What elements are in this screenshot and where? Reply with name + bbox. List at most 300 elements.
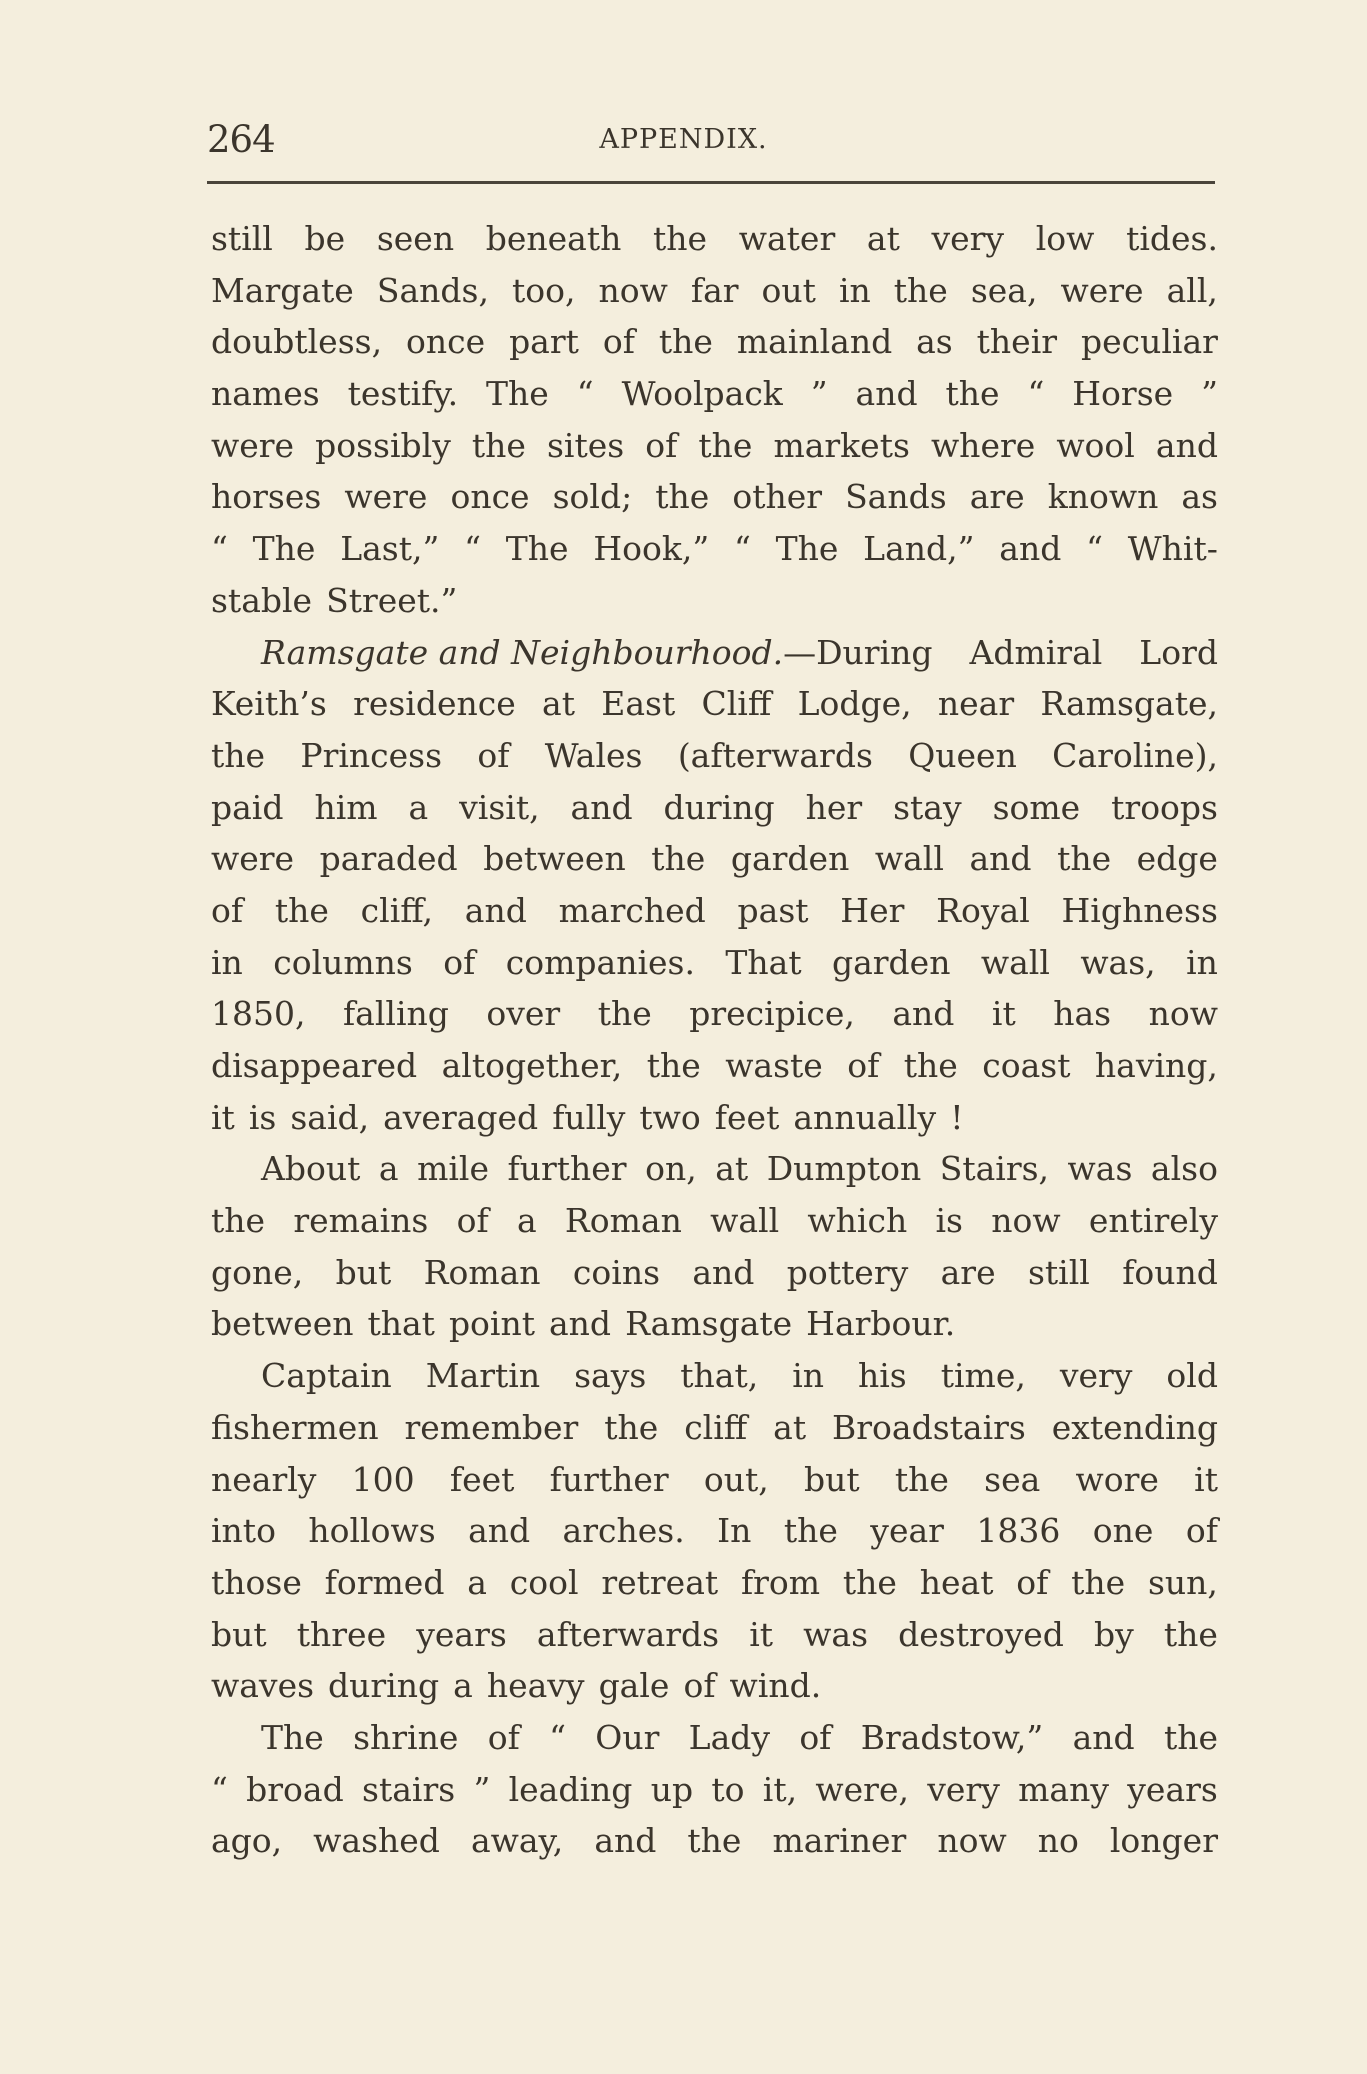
word: the — [945, 374, 1000, 414]
text-line — [211, 1557, 1218, 1609]
word: mariner — [772, 1821, 907, 1861]
word: sites — [546, 425, 625, 465]
word: Wales — [544, 735, 643, 775]
word: her — [805, 787, 863, 827]
word: that, — [680, 1356, 759, 1396]
word: hollows — [308, 1511, 436, 1551]
word: “ — [1027, 374, 1045, 414]
word: very — [927, 1769, 1000, 1809]
word: a — [453, 1666, 473, 1706]
text-line — [211, 885, 1218, 937]
word: very — [1059, 1356, 1133, 1396]
text-line — [211, 316, 1218, 368]
word: Land,” — [863, 529, 975, 569]
word: wind. — [729, 1666, 822, 1706]
word: now — [991, 1201, 1061, 1241]
word: also — [1150, 1149, 1218, 1189]
word: of — [602, 322, 635, 362]
word: between — [211, 1304, 354, 1344]
word: Broadstairs — [832, 1407, 1026, 1447]
word: beneath — [485, 219, 622, 258]
word: year — [870, 1511, 944, 1551]
word: in — [1186, 942, 1218, 982]
word: Last,” — [340, 529, 440, 569]
word: and — [999, 529, 1062, 569]
word: at — [542, 684, 575, 724]
word: near — [937, 684, 1015, 724]
text-line — [211, 1402, 1218, 1454]
word: found — [1122, 1252, 1218, 1292]
word: a — [467, 1562, 487, 1602]
word: peculiar — [1080, 322, 1218, 362]
word: In — [717, 1511, 752, 1551]
word: mile — [417, 1149, 489, 1189]
word: troops — [1111, 787, 1218, 827]
word: very — [931, 219, 1005, 258]
word: garden — [831, 942, 951, 982]
word: as — [1181, 477, 1218, 517]
word: Lodge, — [797, 684, 912, 724]
line-text: —During — [783, 632, 933, 672]
word: “ — [211, 1769, 228, 1809]
word: known — [1047, 477, 1159, 517]
word: of — [1016, 1562, 1049, 1602]
word: the — [894, 1459, 949, 1499]
word: far — [690, 270, 739, 310]
word: possibly — [315, 425, 451, 465]
word: still — [211, 219, 273, 258]
text-line — [211, 1350, 1218, 1402]
word: and — [549, 1304, 612, 1344]
word: the — [783, 1511, 838, 1551]
word: the — [658, 322, 713, 362]
word: Our — [595, 1717, 660, 1757]
word: of — [847, 1046, 880, 1085]
word: wall — [710, 1201, 780, 1241]
word: Hook,” — [593, 529, 710, 569]
word: the — [211, 735, 266, 775]
word: cliff, — [360, 890, 434, 930]
word: waves — [211, 1666, 315, 1706]
word: the — [274, 890, 329, 930]
word: of — [487, 1717, 520, 1757]
word: wool — [1056, 425, 1135, 465]
word: Lady — [688, 1717, 771, 1757]
word: still — [1027, 1252, 1090, 1292]
word: stay — [893, 787, 962, 827]
word: 1850, — [211, 994, 306, 1034]
word: heavy — [486, 1666, 585, 1706]
word: but — [804, 1459, 860, 1499]
word: Roman — [423, 1252, 541, 1292]
word: mainland — [736, 322, 893, 362]
word: fishermen — [211, 1407, 379, 1447]
word: Stairs, — [939, 1149, 1050, 1189]
word: ago, — [211, 1821, 283, 1861]
text-line — [211, 730, 1218, 782]
word: and — [594, 1821, 657, 1861]
word: Lord — [1139, 632, 1218, 672]
word: the — [903, 1046, 958, 1085]
word: once — [406, 322, 486, 362]
word: the — [604, 1407, 659, 1447]
word: Dumpton — [766, 1149, 922, 1189]
word: seen — [376, 219, 455, 258]
word: water — [738, 219, 836, 258]
text-line — [211, 575, 1218, 627]
word: “ — [1086, 529, 1103, 569]
word: companies. — [505, 942, 695, 982]
word: Bradstow,” — [860, 1717, 1044, 1757]
word: feet — [449, 1459, 515, 1499]
word: cliff — [684, 1407, 748, 1447]
word: Her — [840, 890, 905, 930]
word: formed — [324, 1562, 445, 1602]
text-line — [211, 523, 1218, 575]
word: of — [645, 425, 678, 465]
page-number: 264 — [207, 118, 275, 161]
word: precipice, — [689, 994, 855, 1034]
word: it — [211, 1097, 235, 1137]
word: Ramsgate — [625, 1304, 793, 1344]
word: the — [1163, 1717, 1218, 1757]
word: were — [1060, 270, 1144, 310]
word: low — [1035, 219, 1095, 258]
word: “ — [549, 1717, 566, 1757]
text-line — [211, 1298, 1218, 1350]
word: of — [456, 1201, 489, 1241]
word: years — [1127, 1769, 1218, 1809]
word: their — [976, 322, 1058, 362]
word: Ramsgate, — [1040, 684, 1218, 724]
word: of — [477, 735, 510, 775]
word: visit, — [459, 787, 540, 827]
word: on, — [645, 1149, 697, 1189]
word: was — [1067, 1149, 1133, 1189]
word: Martin — [425, 1356, 541, 1396]
text-line — [211, 1609, 1218, 1661]
word: the — [698, 425, 753, 465]
word: the — [597, 994, 652, 1034]
word: residence — [353, 684, 516, 724]
word: were — [344, 477, 428, 517]
word: coins — [572, 1252, 661, 1292]
word: it — [991, 994, 1016, 1034]
word: time, — [940, 1356, 1026, 1396]
word: past — [737, 890, 809, 930]
word: and — [1072, 1717, 1135, 1757]
text-line — [211, 937, 1218, 989]
word: the — [1163, 1614, 1218, 1654]
word: doubtless, — [211, 322, 383, 362]
word: shrine — [353, 1717, 459, 1757]
text-line — [211, 678, 1218, 730]
word: and — [855, 374, 918, 414]
word: two — [639, 1097, 701, 1137]
word: the — [651, 839, 706, 879]
word: extending — [1051, 1407, 1218, 1447]
word: ” — [810, 374, 828, 414]
word: which — [807, 1201, 908, 1241]
word: longer — [1109, 1821, 1218, 1861]
word: Sands — [845, 477, 947, 517]
text-line — [211, 471, 1218, 523]
word: ! — [950, 1097, 964, 1137]
text-line — [211, 627, 1218, 679]
word: a — [408, 787, 429, 827]
word: Harbour. — [806, 1304, 956, 1344]
text-line — [211, 1764, 1218, 1816]
word: annually — [793, 1097, 937, 1137]
text-line — [211, 1195, 1218, 1247]
word: of — [799, 1717, 832, 1757]
word: during — [328, 1666, 440, 1706]
italic-heading: Ramsgate and Neighbourhood. — [261, 632, 784, 672]
word: Margate — [211, 270, 354, 310]
word: the — [893, 270, 948, 310]
word: at — [866, 219, 900, 258]
word: About — [261, 1149, 361, 1189]
word: Captain — [261, 1356, 392, 1396]
word: are — [940, 1252, 996, 1292]
word: garden — [730, 839, 850, 879]
word: three — [296, 1614, 387, 1654]
word: where — [930, 425, 1036, 465]
word: destroyed — [898, 1614, 1064, 1654]
word: the — [842, 1562, 897, 1602]
word: too, — [511, 270, 576, 310]
word: averaged — [383, 1097, 539, 1137]
word: was — [803, 1614, 869, 1654]
word: old — [1166, 1356, 1218, 1396]
word: paid — [211, 787, 284, 827]
word: Caroline), — [1052, 735, 1218, 775]
word: at — [773, 1407, 807, 1447]
word: a — [516, 1201, 537, 1241]
word: “ — [576, 374, 594, 414]
word: up — [650, 1769, 694, 1809]
word: has — [1053, 994, 1112, 1034]
word: but — [335, 1252, 392, 1292]
word: having, — [1094, 1046, 1218, 1085]
word: between — [483, 839, 626, 879]
word: falling — [342, 994, 449, 1034]
word: Princess — [300, 735, 443, 775]
word: further — [549, 1459, 669, 1499]
word: out — [761, 270, 816, 310]
text-line — [211, 1505, 1218, 1557]
word: altogether, — [441, 1046, 623, 1085]
word: is — [935, 1201, 963, 1241]
word: wore — [1075, 1459, 1159, 1499]
word: from — [740, 1562, 821, 1602]
word: said, — [290, 1097, 370, 1137]
word: in — [792, 1356, 824, 1396]
word: disappeared — [211, 1046, 418, 1085]
word: The — [261, 1717, 324, 1757]
word: the — [211, 1201, 266, 1241]
word: sold; — [552, 477, 633, 517]
word: coast — [982, 1046, 1071, 1085]
word: it — [749, 1614, 774, 1654]
word: it — [1194, 1459, 1218, 1499]
word: him — [314, 787, 378, 827]
word: stable — [211, 580, 313, 620]
word: some — [992, 787, 1081, 827]
word: The — [505, 529, 569, 569]
word: washed — [313, 1821, 440, 1861]
word: testify. — [347, 374, 459, 414]
word: The — [486, 374, 549, 414]
word: wall — [874, 839, 944, 879]
text-line — [211, 368, 1218, 420]
word: over — [486, 994, 561, 1034]
word: by — [1094, 1614, 1134, 1654]
word: are — [969, 477, 1025, 517]
word: and — [468, 1511, 531, 1551]
word: The — [775, 529, 839, 569]
text-line — [211, 833, 1218, 885]
word: the — [653, 219, 708, 258]
word: part — [509, 322, 579, 362]
text-line — [211, 988, 1218, 1040]
word: the — [1057, 839, 1112, 879]
word: is — [248, 1097, 277, 1137]
word: were — [211, 425, 295, 465]
word: that — [367, 1304, 435, 1344]
word: point — [448, 1304, 535, 1344]
text-line — [211, 1815, 1218, 1867]
word: remember — [404, 1407, 579, 1447]
word: columns — [273, 942, 413, 982]
word: leading — [508, 1769, 633, 1809]
word: 1836 — [976, 1511, 1061, 1551]
word: other — [732, 477, 823, 517]
word: gale — [598, 1666, 670, 1706]
word: the — [1071, 1562, 1126, 1602]
word: Highness — [1061, 890, 1218, 930]
word: into — [211, 1511, 276, 1551]
word: years — [416, 1614, 507, 1654]
word: heat — [919, 1562, 994, 1602]
body-text — [211, 213, 1218, 1867]
word: sea — [984, 1459, 1041, 1499]
word: pottery — [786, 1252, 909, 1292]
word: (afterwards — [677, 735, 873, 775]
word: at — [715, 1149, 749, 1189]
word: were — [211, 839, 295, 879]
word: Keith’s — [211, 684, 327, 724]
word: fully — [552, 1097, 626, 1137]
text-line — [211, 265, 1218, 317]
word: was, — [1080, 942, 1156, 982]
word: and — [1155, 425, 1218, 465]
word: arches. — [562, 1511, 685, 1551]
word: be — [304, 219, 346, 258]
word: the — [646, 1046, 701, 1085]
word: and — [464, 890, 527, 930]
word: one — [1092, 1511, 1154, 1551]
word: 100 — [351, 1459, 415, 1499]
word: during — [663, 787, 775, 827]
word: Queen — [908, 735, 1017, 775]
text-line — [211, 1660, 1218, 1712]
word: his — [857, 1356, 907, 1396]
word: now — [937, 1821, 1007, 1861]
word: but — [211, 1614, 267, 1654]
text-line — [211, 213, 1218, 265]
word: it, — [762, 1769, 798, 1809]
word: the — [655, 477, 710, 517]
word: and — [692, 1252, 755, 1292]
word: waste — [725, 1046, 823, 1085]
word: away, — [470, 1821, 564, 1861]
word: further — [507, 1149, 627, 1189]
word: were, — [815, 1769, 909, 1809]
word: of — [211, 890, 244, 930]
word: Woolpack — [621, 374, 783, 414]
word: wall — [980, 942, 1050, 982]
text-line — [211, 1454, 1218, 1506]
word: now — [1148, 994, 1218, 1034]
text-line — [211, 1712, 1218, 1764]
word: of — [1185, 1511, 1218, 1551]
word: sea, — [970, 270, 1038, 310]
word: retreat — [601, 1562, 719, 1602]
text-line — [211, 420, 1218, 472]
word: many — [1018, 1769, 1109, 1809]
word: ” — [473, 1769, 491, 1809]
running-head: APPENDIX. — [599, 124, 768, 155]
word: paraded — [319, 839, 458, 879]
text-line — [211, 1040, 1218, 1092]
word: in — [838, 270, 871, 310]
word: as — [916, 322, 953, 362]
word: and — [969, 839, 1032, 879]
word: gone, — [211, 1252, 304, 1292]
word: those — [211, 1562, 302, 1602]
word: of — [443, 942, 476, 982]
word: cool — [509, 1562, 579, 1602]
word: horses — [211, 477, 322, 517]
word: remains — [293, 1201, 429, 1241]
word: ” — [1201, 374, 1218, 414]
word: That — [725, 942, 802, 982]
word: Admiral — [969, 632, 1103, 672]
word: “ — [211, 529, 228, 569]
word: Whit- — [1127, 529, 1218, 569]
word: Cliff — [701, 684, 772, 724]
word: a — [378, 1149, 399, 1189]
word: marched — [558, 890, 706, 930]
word: East — [601, 684, 676, 724]
text-line — [211, 782, 1218, 834]
word: Royal — [936, 890, 1030, 930]
word: afterwards — [536, 1614, 720, 1654]
word: and — [570, 787, 633, 827]
word: now — [598, 270, 668, 310]
word: tides. — [1126, 219, 1218, 258]
word: “ — [733, 529, 751, 569]
word: entirely — [1088, 1201, 1218, 1241]
word: of — [683, 1666, 716, 1706]
word: feet — [714, 1097, 780, 1137]
word: edge — [1136, 839, 1218, 879]
word: to — [711, 1769, 745, 1809]
word: Sands, — [376, 270, 489, 310]
text-line — [211, 1247, 1218, 1299]
word: in — [211, 942, 243, 982]
